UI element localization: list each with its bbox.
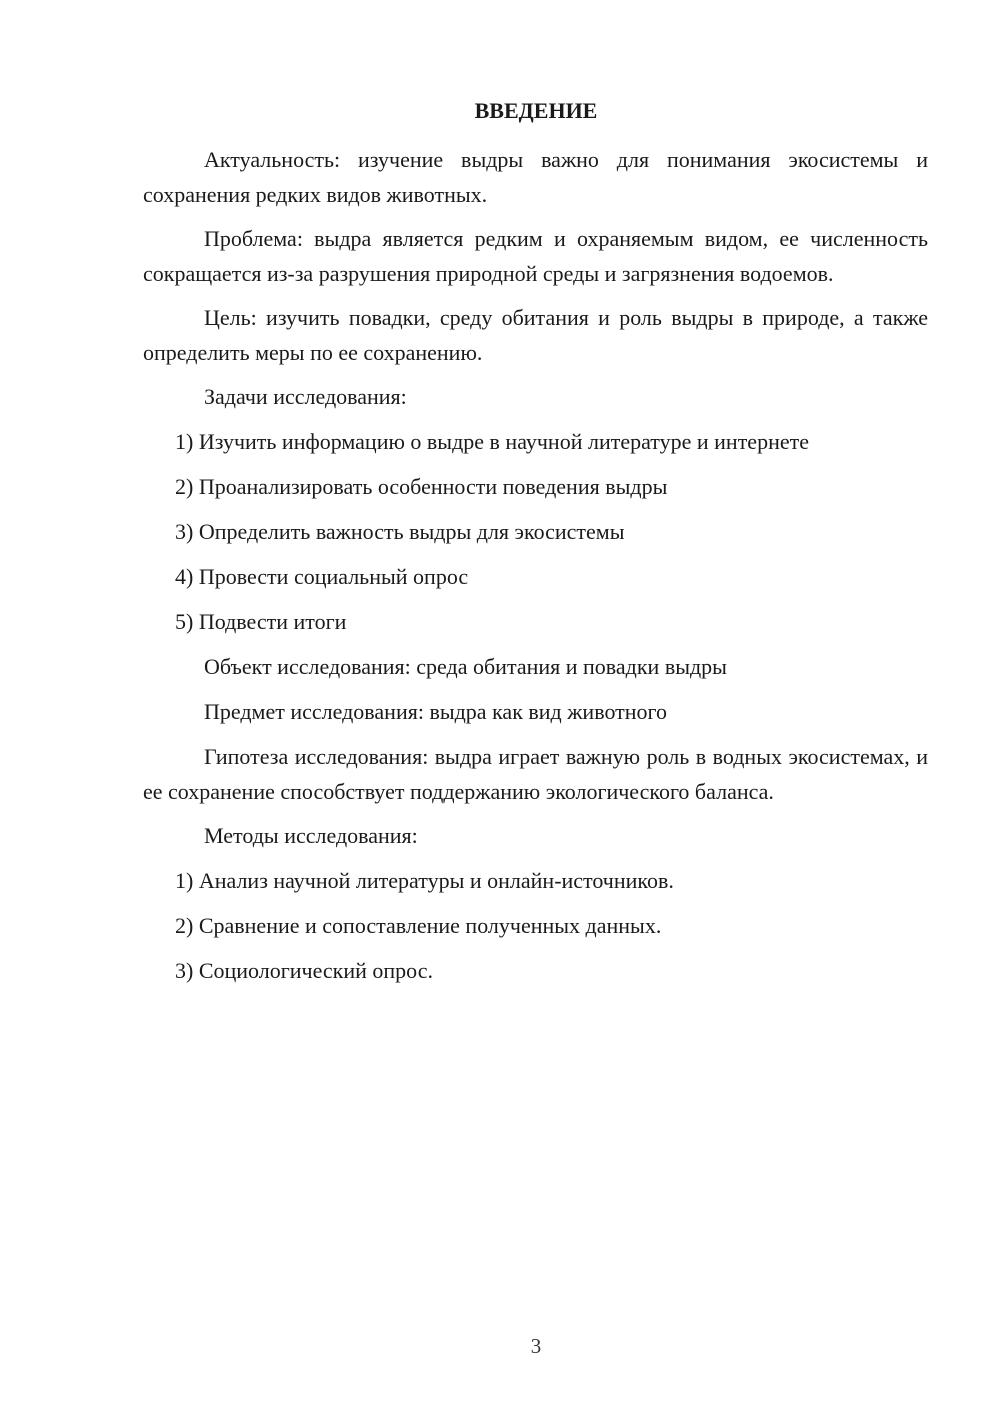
list-item: 4) Провести социальный опрос — [175, 564, 469, 589]
paragraph-hypothesis: Гипотеза исследования: выдра играет важную роль в водных экосистемах, и ее сохранение способствует поддержанию экологического баланса. — [143, 744, 928, 804]
paragraph-subject: Предмет исследования: выдра как вид животного — [204, 699, 668, 724]
methods-list — [143, 864, 928, 989]
list-item: 2) Проанализировать особенности поведения выдры — [175, 474, 668, 499]
paragraph-tasks-title: Задачи исследования: — [204, 384, 407, 409]
list-item: 3) Социологический опрос. — [175, 958, 433, 983]
list-item: 5) Подвести итоги — [175, 609, 347, 634]
list-item: 2) Сравнение и сопоставление полученных данных. — [175, 913, 662, 938]
list-item: 1) Изучить информацию о выдре в научной литературе и интернете — [175, 429, 809, 454]
paragraph-relevance: Актуальность: изучение выдры важно для понимания экосистемы и сохранения редких видов животных. — [143, 147, 928, 207]
page-title: ВВЕДЕНИЕ — [474, 98, 598, 123]
list-item: 3) Определить важность выдры для экосистемы — [175, 519, 625, 544]
tasks-list — [143, 425, 928, 640]
paragraph-methods-title: Методы исследования: — [204, 823, 418, 848]
paragraph-goal: Цель: изучить повадки, среду обитания и роль выдры в природе, а также определить меры по ее сохранению. — [143, 305, 928, 365]
paragraph-problem: Проблема: выдра является редким и охраняемым видом, ее численность сокращается из-за разрушения природной среды и загрязнения водоемов. — [143, 226, 928, 286]
page-content — [143, 143, 928, 999]
paragraph-object: Объект исследования: среда обитания и повадки выдры — [204, 654, 727, 679]
page-number: 3 — [530, 1334, 542, 1358]
list-item: 1) Анализ научной литературы и онлайн-источников. — [175, 868, 674, 893]
